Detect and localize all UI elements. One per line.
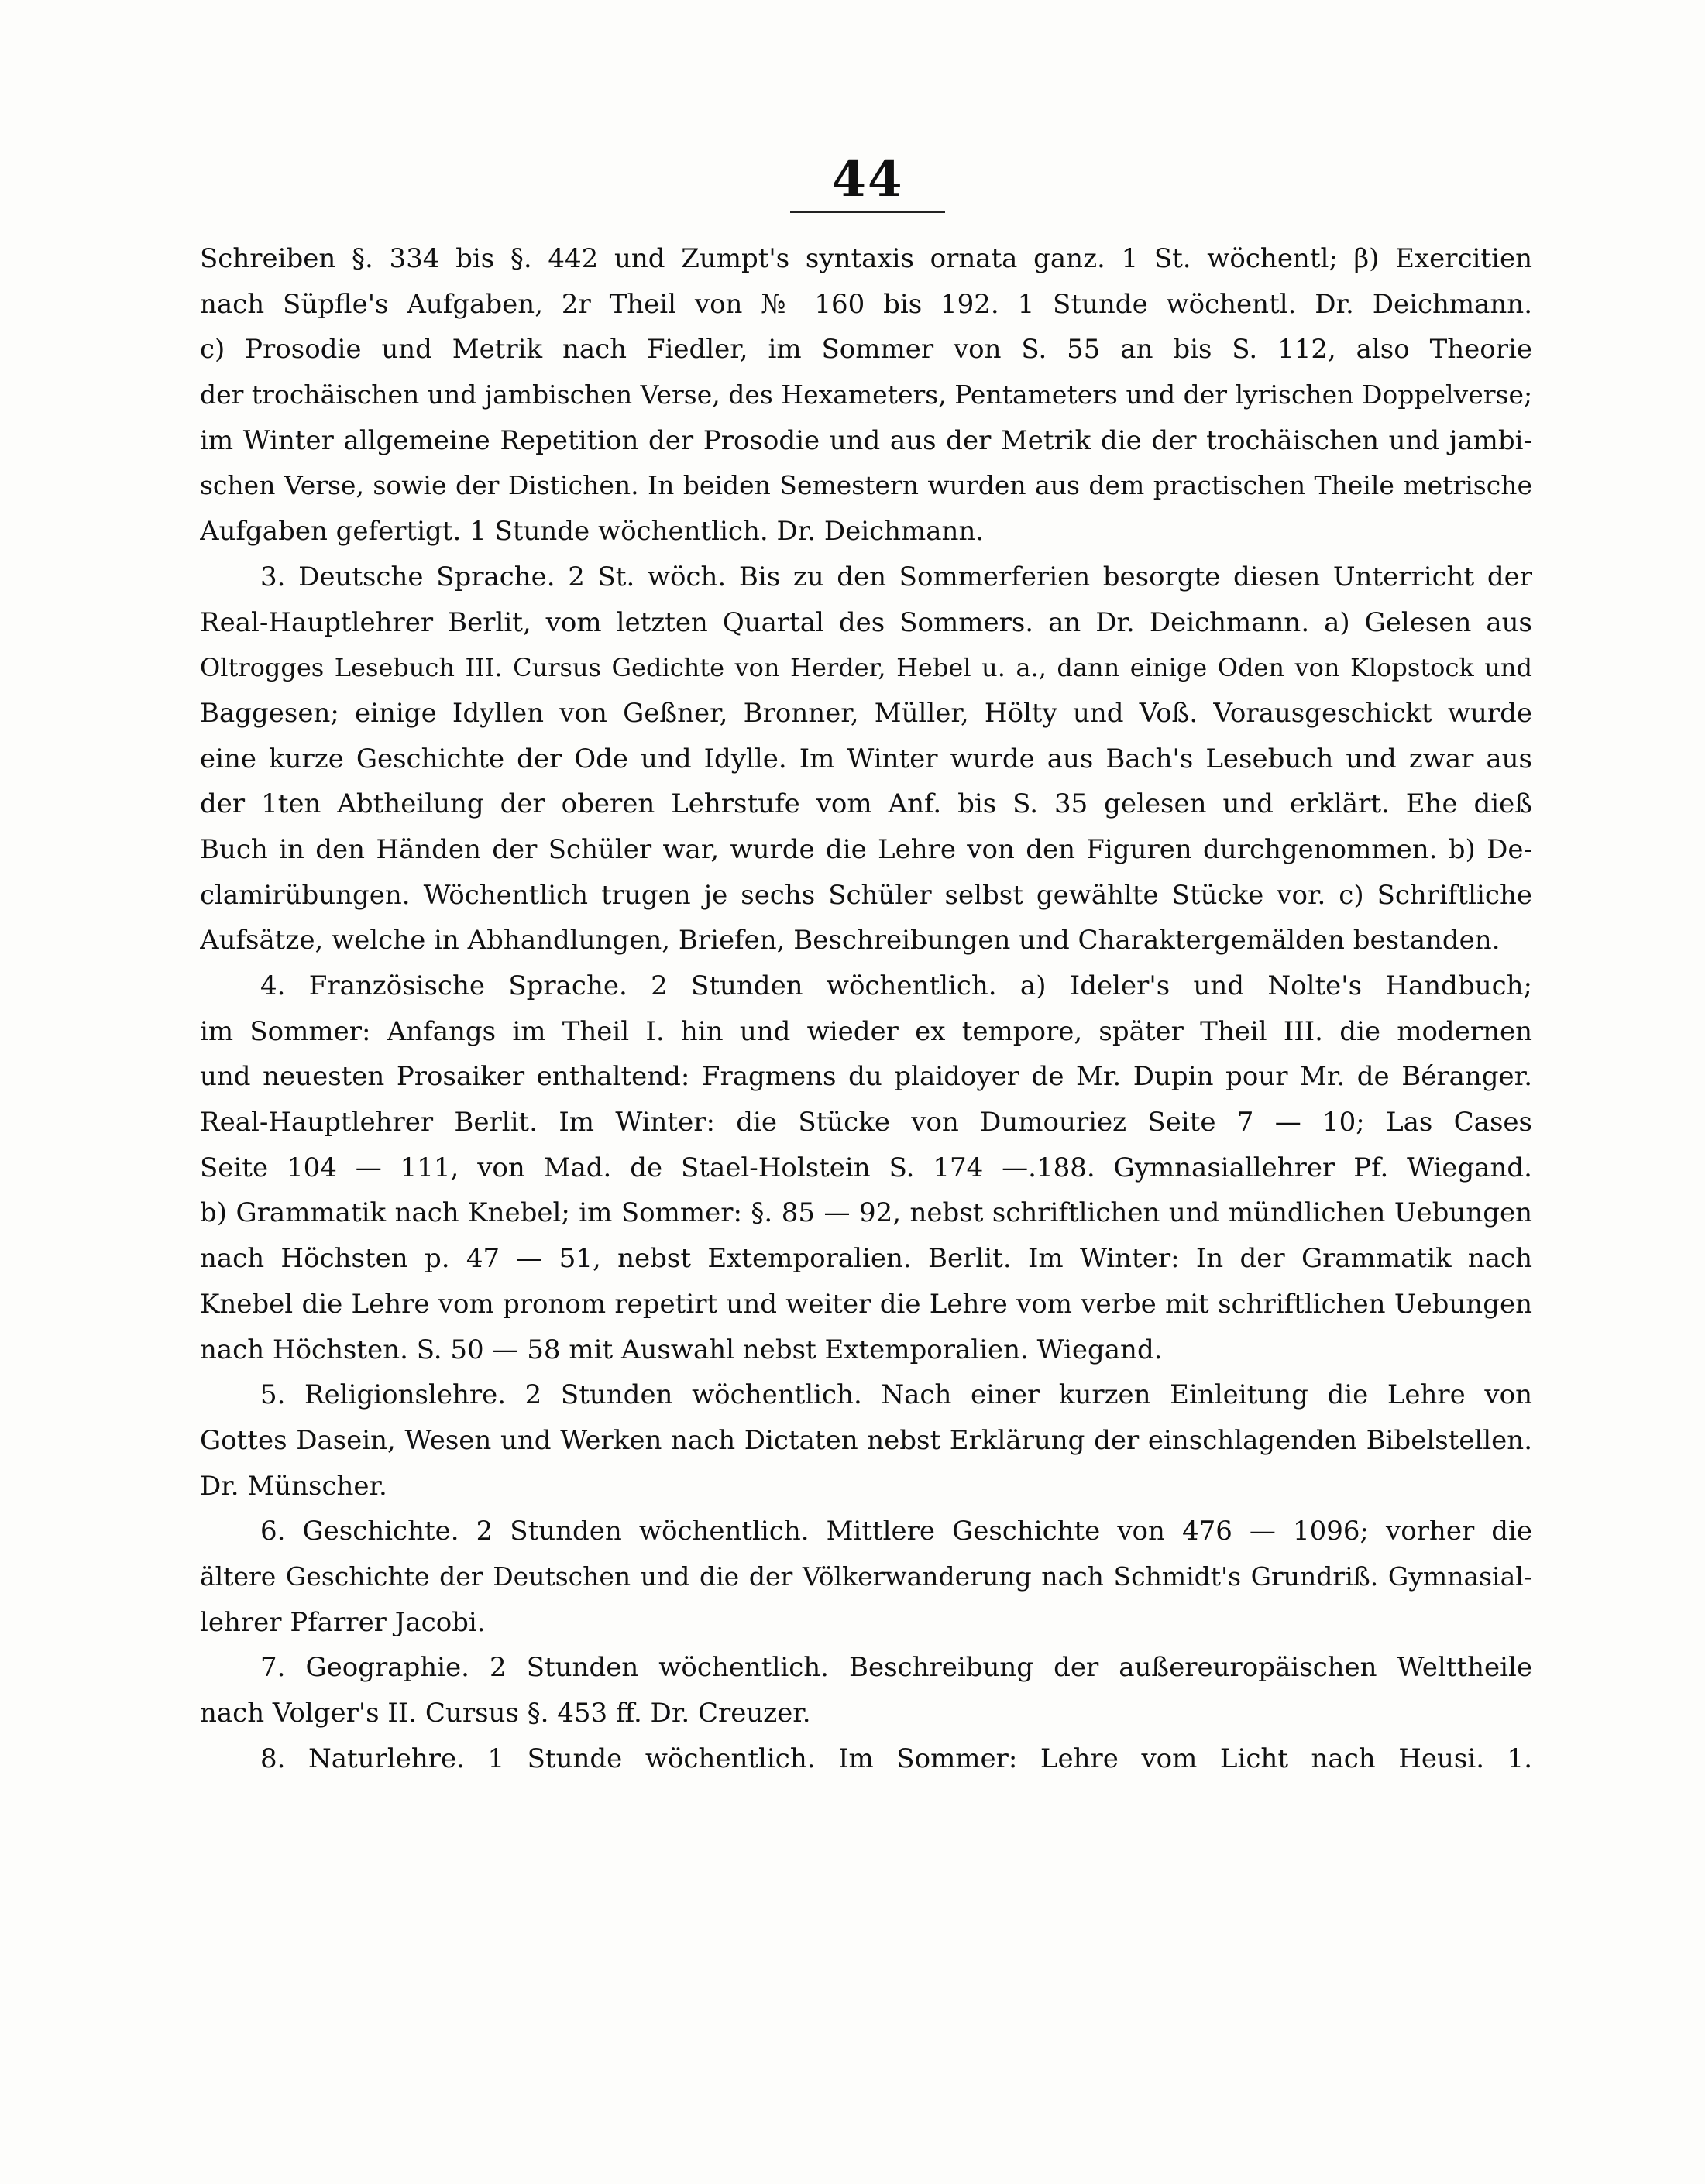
text-line: und neuesten Prosaiker enthaltend: Fragmens du plaidoyer de Mr. Dupin pour Mr. de Béranger. — [200, 1061, 1532, 1093]
page-header — [790, 150, 945, 213]
text-line: clamirübungen. Wöchentlich trugen je sechs Schüler selbst gewählte Stücke vor. c) Schriftliche — [200, 879, 1532, 911]
text-line: Real-Hauptlehrer Berlit. Im Winter: die Stücke von Dumouriez Seite 7 — 10; Las Cases — [200, 1107, 1532, 1138]
text-line: ältere Geschichte der Deutschen und die der Völkerwanderung nach Schmidt's Grundriß. Gymnasial- — [200, 1561, 1532, 1592]
text-line: Aufgaben gefertigt. 1 Stunde wöchentlich. Dr. Deichmann. — [200, 516, 985, 548]
text-line: im Winter allgemeine Repetition der Prosodie und aus der Metrik die der trochäischen und jambi- — [200, 424, 1532, 456]
text-line: 3. Deutsche Sprache. 2 St. wöch. Bis zu den Sommerferien besorgte diesen Unterricht der — [260, 561, 1532, 592]
text-line: c) Prosodie und Metrik nach Fiedler, im Sommer von S. 55 an bis S. 112, also Theorie — [200, 334, 1532, 366]
text-line: 6. Geschichte. 2 Stunden wöchentlich. Mittlere Geschichte von 476 — 1096; vorher die — [260, 1516, 1532, 1547]
text-line: der trochäischen und jambischen Verse, des Hexameters, Pentameters und der lyrischen Doppelverse; — [200, 379, 1532, 410]
body-text — [200, 236, 1532, 1781]
text-line: nach Volger's II. Cursus §. 453 ff. Dr. Creuzer. — [200, 1698, 811, 1729]
text-line: b) Grammatik nach Knebel; im Sommer: §. 85 — 92, nebst schriftlichen und mündlichen Uebungen — [200, 1197, 1532, 1229]
text-line: Knebel die Lehre vom pronom repetirt und weiter die Lehre vom verbe mit schriftlichen Uebungen — [200, 1288, 1532, 1320]
text-line: 8. Naturlehre. 1 Stunde wöchentlich. Im Sommer: Lehre vom Licht nach Heusi. 1. — [260, 1743, 1532, 1774]
text-line: Buch in den Händen der Schüler war, wurde die Lehre von den Figuren durchgenommen. b) De- — [200, 833, 1532, 865]
text-line: im Sommer: Anfangs im Theil I. hin und wieder ex tempore, später Theil III. die modernen — [200, 1015, 1532, 1047]
text-line: 5. Religionslehre. 2 Stunden wöchentlich. Nach einer kurzen Einleitung die Lehre von — [260, 1379, 1532, 1411]
text-line: Dr. Münscher. — [200, 1470, 387, 1502]
text-line: Schreiben §. 334 bis §. 442 und Zumpt's syntaxis ornata ganz. 1 St. wöchentl; β) Exercitien — [200, 243, 1532, 274]
text-line: nach Höchsten p. 47 — 51, nebst Extemporalien. Berlit. Im Winter: In der Grammatik nach — [200, 1243, 1532, 1275]
text-line: 4. Französische Sprache. 2 Stunden wöchentlich. a) Ideler's und Nolte's Handbuch; — [260, 970, 1532, 1001]
page-number: 44 — [831, 150, 904, 208]
header-rule — [790, 211, 945, 213]
text-line: Gottes Dasein, Wesen und Werken nach Dictaten nebst Erklärung der einschlagenden Bibelstellen. — [200, 1424, 1532, 1456]
text-line: nach Süpfle's Aufgaben, 2r Theil von № 160 bis 192. 1 Stunde wöchentl. Dr. Deichmann. — [200, 288, 1532, 320]
text-line: Aufsätze, welche in Abhandlungen, Briefen, Beschreibungen und Charaktergemälden bestanden. — [200, 925, 1500, 956]
text-line: schen Verse, sowie der Distichen. In beiden Semestern wurden aus dem practischen Theile metrische — [200, 470, 1532, 501]
text-line: nach Höchsten. S. 50 — 58 mit Auswahl nebst Extemporalien. Wiegand. — [200, 1334, 1163, 1365]
text-line: lehrer Pfarrer Jacobi. — [200, 1606, 486, 1638]
text-line: eine kurze Geschichte der Ode und Idylle. Im Winter wurde aus Bach's Lesebuch und zwar aus — [200, 743, 1532, 774]
text-line: Real-Hauptlehrer Berlit, vom letzten Quartal des Sommers. an Dr. Deichmann. a) Gelesen aus — [200, 606, 1532, 638]
text-line: 7. Geographie. 2 Stunden wöchentlich. Beschreibung der außereuropäischen Welttheile — [260, 1652, 1532, 1684]
text-line: Seite 104 — 111, von Mad. de Stael-Holstein S. 174 —.188. Gymnasiallehrer Pf. Wiegand. — [200, 1152, 1532, 1183]
text-line: Oltrogges Lesebuch III. Cursus Gedichte von Herder, Hebel u. a., dann einige Oden von Klopstock und — [200, 653, 1532, 683]
text-line: Baggesen; einige Idyllen von Geßner, Bronner, Müller, Hölty und Voß. Vorausgeschickt wurde — [200, 697, 1532, 729]
text-line: der 1ten Abtheilung der oberen Lehrstufe vom Anf. bis S. 35 gelesen und erklärt. Ehe dieß — [200, 788, 1532, 820]
